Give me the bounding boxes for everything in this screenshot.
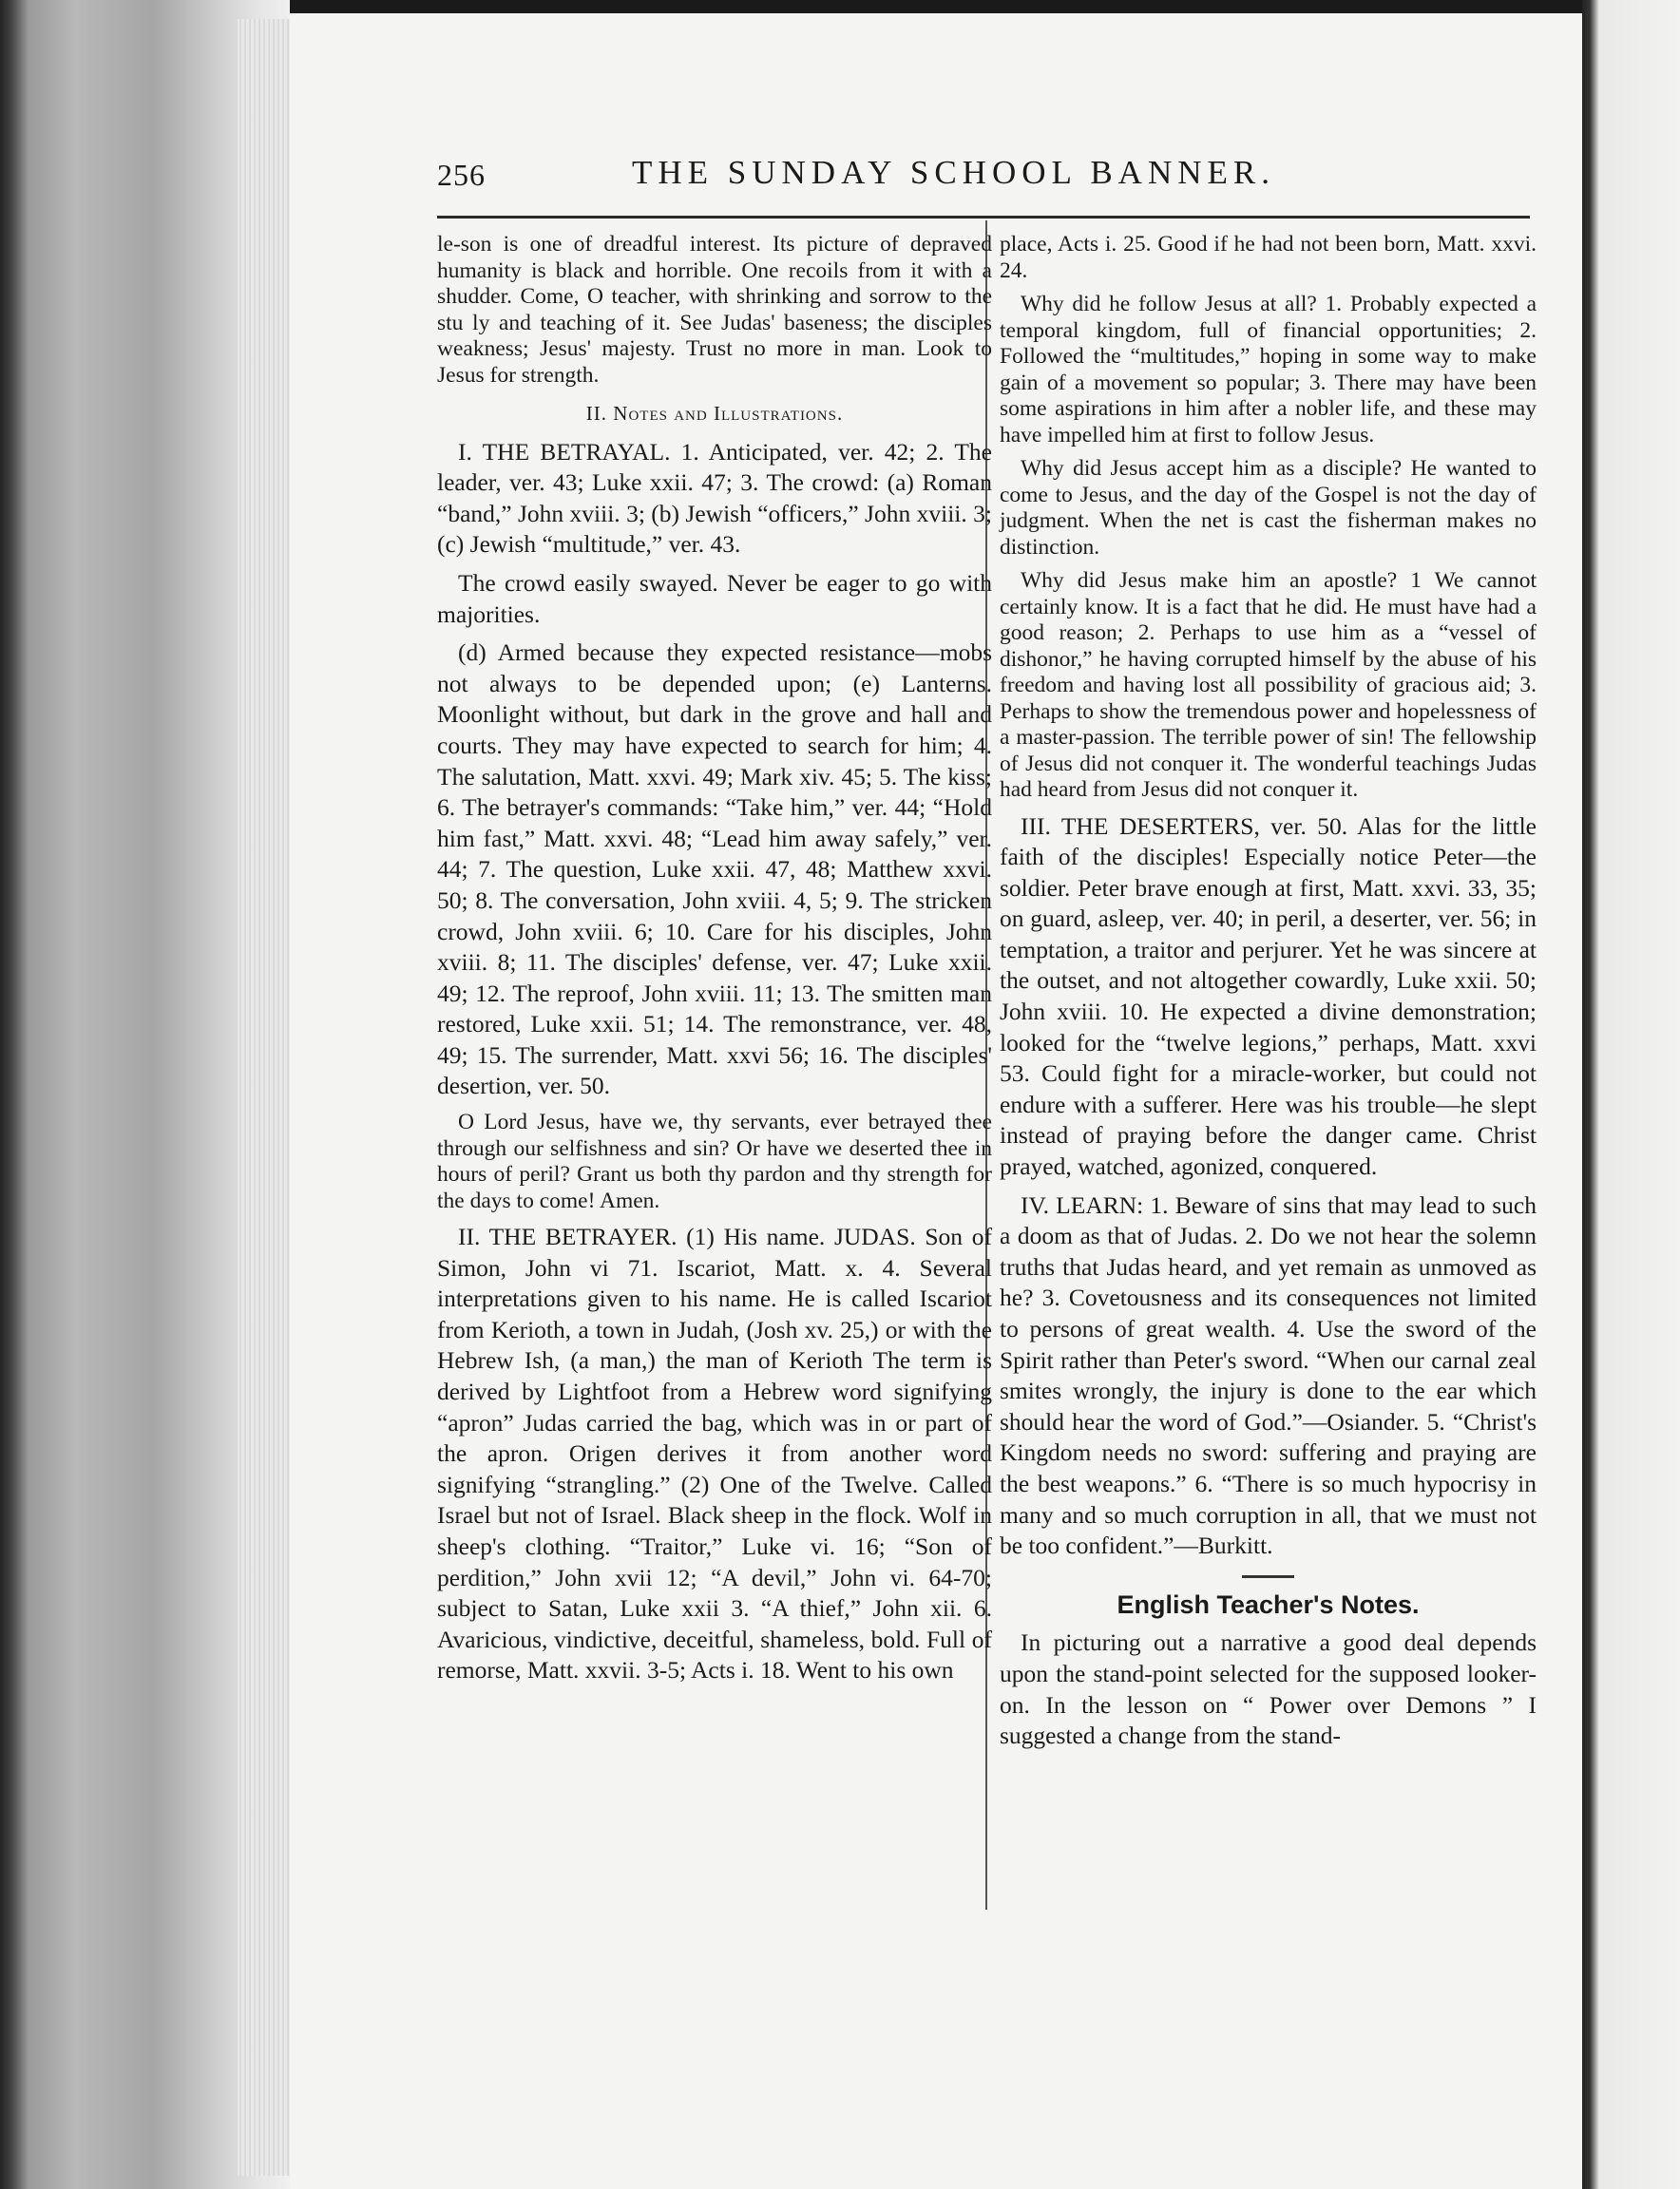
crowd-paragraph: The crowd easily swayed. Never be eager to go with majorities. bbox=[437, 568, 992, 628]
page-number: 256 bbox=[437, 158, 486, 192]
running-title: THE SUNDAY SCHOOL BANNER. bbox=[632, 154, 1275, 191]
english-notes-heading: English Teacher's Notes. bbox=[1117, 1589, 1420, 1619]
header-rule bbox=[437, 216, 1530, 219]
place-paragraph: place, Acts i. 25. Good if he had not been born, Matt. xxvi. 24. bbox=[1000, 232, 1537, 283]
right-column bbox=[1000, 232, 1537, 1752]
page-header bbox=[437, 150, 1330, 198]
section-separator bbox=[1242, 1575, 1294, 1578]
betrayer-paragraph: II. THE BETRAYER. (1) His name. JUDAS. Son of Simon, John vi 71. Iscariot, Matt. x. 4. Several interpretations given to his name. He is called Iscariot from Kerioth, a town in Judah, (Josh xv. 25,) or with the Hebrew Ish, (a man,) the man of Kerioth The term is derived by Lightfoot from a Hebrew word signifying “apron” Judas carried the bag, which was in or part of the apron. Origen derives it from another word signifying “strangling.” (2) One of the Twelve. Called Israel but not of Israel. Black sheep in the flock. Wolf in sheep's clothing. “Traitor,” Luke vi. 16; “Son of perdition,” John xvii 12; “A devil,” John vi. 64-70; subject to Satan, Luke xxii 3. “A thief,” John xii. 6. Avaricious, vindictive, deceitful, shameless, bold. Full of remorse, Matt. xxvii. 3-5; Acts i. 18. Went to his own bbox=[437, 1223, 992, 1685]
notes-heading: II. Notes and Illustrations. bbox=[585, 402, 844, 425]
why-accept-paragraph: Why did Jesus accept him as a disciple? He wanted to come to Jesus, and the day of the Gospel is not the day of judgment. When the net is cast the fisherman makes no distinction. bbox=[1000, 456, 1537, 560]
prayer-paragraph: O Lord Jesus, have we, thy servants, ever betrayed thee through our selfishness and sin? Or have we deserted thee in hours of peril? Grant us both thy pardon and thy strength for the days to come! Amen. bbox=[437, 1110, 992, 1213]
learn-paragraph: IV. LEARN: 1. Beware of sins that may lead to such a doom as that of Judas. 2. Do we not hear the solemn truths that Judas heard, and yet remain as unmoved as he? 3. Covetousness and its consequences not limited to persons of great wealth. 4. Use the sword of the Spirit rather than Peter's sword. “When our carnal zeal smites wrongly, the injury is done to the ear which should hear the word of God.”—Osiander. 5. “Christ's Kingdom needs no sword: suffering and praying are the best weapons.” 6. “There is so much hypocrisy in many and so much corruption in all, that we must not be too confident.”—Burkitt. bbox=[1000, 1190, 1537, 1560]
facing-page-edge bbox=[1582, 0, 1680, 2189]
intro-paragraph: le-son is one of dreadful interest. Its picture of depraved humanity is black and horrible. One recoils from it with a shudder. Come, O teacher, with shrinking and sorrow to the stu ly and teaching of it. See Judas' baseness; the disciples weakness; Jesus' majesty. Trust no more in man. Look to Jesus for strength. bbox=[437, 232, 992, 388]
left-column bbox=[437, 232, 992, 1686]
page-edges bbox=[238, 19, 290, 2176]
armed-paragraph: (d) Armed because they expected resistance—mobs not always to be depended upon; (e) Lanterns. Moonlight without, but dark in the grove and hall and courts. They may have expected to search for him; 4. The salutation, Matt. xxvi. 49; Mark xiv. 45; 5. The kiss; 6. The betrayer's commands: “Take him,” ver. 44; “Hold him fast,” Matt. xxvi. 48; “Lead him away safely,” ver. 44; 7. The question, Luke xxii. 47, 48; Matthew xxvi. 50; 8. The conversation, John xviii. 4, 5; 9. The stricken crowd, John xviii. 6; 10. Care for his disciples, John xviii. 8; 11. The disciples' defense, ver. 47; Luke xxii. 49; 12. The reproof, John xviii. 11; 13. The smitten man restored, Luke xxii. 51; 14. The remonstrance, ver. 48, 49; 15. The surrender, Matt. xxvi 56; 16. The disciples' desertion, ver. 50. bbox=[437, 638, 992, 1100]
why-apostle-paragraph: Why did Jesus make him an apostle? 1 We cannot certainly know. It is a fact that he did. He must have had a good reason; 2. Perhaps to use him as a “vessel of dishonor,” he having corrupted himself by the abuse of his freedom and having lost all possibility of gracious aid; 3. Perhaps to show the tremendous power and hopelessness of a master-passion. The terrible power of sin! The fellowship of Jesus did not conquer it. The wonderful teachings Judas had heard from Jesus did not conquer it. bbox=[1000, 568, 1537, 802]
deserters-paragraph: III. THE DESERTERS, ver. 50. Alas for the little faith of the disciples! Especially notice Peter—the soldier. Peter brave enough at first, Matt. xxvi. 33, 35; on guard, asleep, ver. 40; in peril, a deserter, ver. 56; in temptation, a traitor and perjurer. Yet he was sincere at the outset, and not altogether cowardly, Luke xxii. 50; John xviii. 10. He expected a divine demonstration; looked for the “twelve legions,” perhaps, Matt. xxvi 53. Could fight for a miracle-worker, but could not endure with a sufferer. Here was his trouble—he slept instead of praying before the danger came. Christ prayed, watched, agonized, conquered. bbox=[1000, 811, 1537, 1181]
english-notes-paragraph: In picturing out a narrative a good deal depends upon the stand-point selected for the supposed looker-on. In the lesson on “ Power over Demons ” I suggested a change from the stand- bbox=[1000, 1628, 1537, 1750]
why-follow-paragraph: Why did he follow Jesus at all? 1. Probably expected a temporal kingdom, full of financial opportunities; 2. Followed the “multitudes,” hoping in some way to make gain of a movement so popular; 3. There may have been some aspirations in him after a nobler life, and these may have impelled him at first to follow Jesus. bbox=[1000, 292, 1537, 447]
betrayal-paragraph: I. THE BETRAYAL. 1. Anticipated, ver. 42; 2. The leader, ver. 43; Luke xxii. 47; 3. The crowd: (a) Roman “band,” John xviii. 3; (b) Jewish “officers,” John xviii. 3; (c) Jewish “multitude,” ver. 43. bbox=[437, 437, 992, 559]
